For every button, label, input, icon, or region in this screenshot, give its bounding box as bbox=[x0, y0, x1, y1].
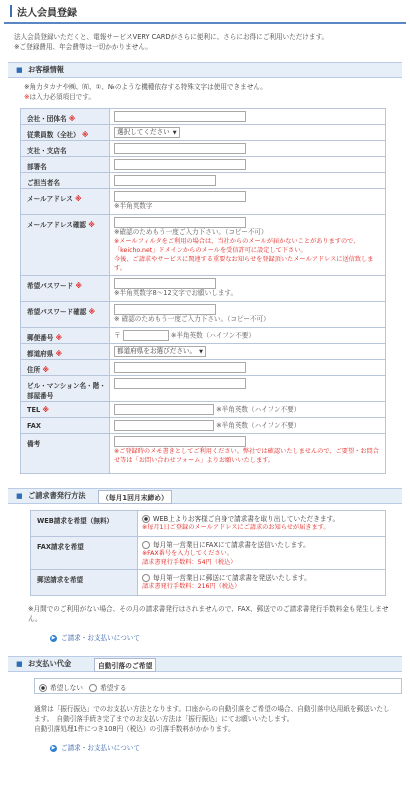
invoice-mail-fee: 請求書発行手数料：216円（税込） bbox=[142, 583, 241, 590]
email-confirm-input[interactable] bbox=[114, 217, 246, 228]
row-person bbox=[21, 173, 386, 189]
memo-textarea[interactable] bbox=[114, 436, 246, 447]
page-header bbox=[4, 2, 406, 24]
section-bullet-icon: ■ bbox=[16, 660, 23, 668]
invoice-mail-text: 毎月第一営業日に郵送にて請求書を発送いたします。 bbox=[153, 574, 311, 582]
invoice-table bbox=[30, 510, 386, 596]
title-bar-decoration bbox=[10, 5, 12, 17]
row-zip: 郵便番号 ※ 〒 ※半角英数（ハイフン不要） bbox=[21, 328, 386, 344]
row-email: メールアドレス ※ ※半角英数字 bbox=[21, 189, 386, 215]
memo-hint: ※ご登録時のメモ書きとしてご利用ください。弊社では確認いたしませんので、ご要望・お問合せ等は「お問い合わせフォーム」よりお願いいたします。 bbox=[114, 448, 379, 464]
invoice-web-sub: ※毎月1日ご登録のメールアドレスにご請求のお知らせが届きます。 bbox=[142, 524, 330, 531]
invoice-mail-label: 郵送請求を希望 bbox=[31, 570, 138, 596]
payment-note bbox=[34, 704, 390, 734]
pref-select[interactable]: 都道府県をお選びださい。 ▼ bbox=[114, 346, 206, 357]
password-hint: ※半角英数字8～12文字でお願いします。 bbox=[114, 289, 238, 297]
zip-hint: ※半角英数（ハイフン不要） bbox=[170, 331, 255, 340]
email-input[interactable] bbox=[114, 191, 246, 202]
pref-label: 都道府県 bbox=[27, 350, 54, 358]
invoice-fax-fee: 請求書発行手数料：54円（税込） bbox=[142, 559, 237, 566]
arrow-circle-icon: ▶ bbox=[51, 744, 56, 751]
zip-label: 郵便番号 bbox=[27, 334, 54, 342]
payment-option-no[interactable]: 希望しない bbox=[39, 682, 83, 692]
department-label: 部署名 bbox=[21, 157, 110, 173]
company-label: 会社・団体名 bbox=[27, 115, 67, 123]
row-password: 希望パスワード ※ ※半角英数字8～12文字でお願いします。 bbox=[21, 276, 386, 302]
invoice-fax-label: FAX請求を希望 bbox=[31, 537, 138, 570]
zip-prefix: 〒 bbox=[114, 331, 121, 340]
dropdown-arrow-icon: ▼ bbox=[172, 130, 177, 136]
branch-input[interactable] bbox=[114, 143, 246, 154]
memo-label: 備考 bbox=[21, 434, 110, 474]
row-pref: 都道府県 ※ 都道府県をお選びださい。 ▼ bbox=[21, 344, 386, 360]
row-branch bbox=[21, 141, 386, 157]
row-memo bbox=[21, 434, 386, 474]
invoice-row-web bbox=[31, 511, 386, 537]
payment-options bbox=[34, 678, 402, 694]
fax-input[interactable] bbox=[114, 420, 214, 431]
registration-page bbox=[0, 2, 410, 792]
person-input[interactable] bbox=[114, 175, 216, 186]
payment-yes-radio[interactable] bbox=[89, 684, 97, 692]
invoice-section-title: ご請求書発行方法 bbox=[28, 491, 86, 500]
person-label: ご担当者名 bbox=[21, 173, 110, 189]
intro-line-1: 法人会員登録いただくと、電報サービスVERY CARDがさらに便利に、さらにお得にご利用いただけます。 bbox=[14, 33, 329, 41]
employees-select[interactable]: 選択してください ▼ bbox=[114, 127, 180, 138]
zip-input[interactable] bbox=[123, 330, 169, 341]
invoice-note: ※月間でのご利用がない場合、その月の請求書発行はされませんので、FAX、郵送でのご請求書発行手数料金も発生しません。 bbox=[28, 605, 389, 623]
arrow-circle-icon: ▶ bbox=[51, 634, 56, 641]
tel-input[interactable] bbox=[114, 404, 214, 415]
invoice-fax-radio[interactable] bbox=[142, 541, 150, 549]
email-notice-warning: 今後、ご請求やサービスに関連する重要なお知らせを登録頂いたメールアドレスに送信致します。 bbox=[114, 256, 374, 272]
invoice-web-text: WEB上よりお客様ご自身で請求書を取り出していただきます。 bbox=[153, 515, 340, 523]
section-bullet-icon: ■ bbox=[16, 492, 23, 500]
building-input[interactable] bbox=[114, 378, 246, 389]
invoice-fax-text: 毎月第一営業日にFAXにて請求書を送信いたします。 bbox=[153, 541, 310, 549]
invoice-help-link[interactable]: ▶ ご請求・お支払いについて bbox=[51, 634, 140, 642]
dropdown-arrow-icon: ▼ bbox=[199, 349, 203, 355]
fax-label: FAX bbox=[21, 418, 110, 434]
invoice-web-radio[interactable] bbox=[142, 515, 150, 523]
row-building bbox=[21, 376, 386, 402]
payment-note-2: 自動引落処理1件につき108円（税込）の引落手数料がかかります。 bbox=[34, 725, 235, 733]
invoice-row-mail bbox=[31, 570, 386, 596]
payment-option-yes[interactable]: 希望する bbox=[89, 682, 126, 692]
invoice-fax-sub: ※FAX番号を入力してください。 bbox=[142, 550, 233, 557]
password-confirm-label: 希望パスワード確認 bbox=[27, 308, 87, 316]
branch-label: 支社・支店名 bbox=[21, 141, 110, 157]
password-input[interactable] bbox=[114, 278, 216, 289]
invoice-mail-radio[interactable] bbox=[142, 574, 150, 582]
payment-section-tag: 自動引落のご希望 bbox=[94, 658, 156, 672]
char-note: ※角力タカナや㈱、㈲、①、№のような機種依存する特殊文字は使用できません。 bbox=[24, 83, 267, 91]
payment-no-radio[interactable] bbox=[39, 684, 47, 692]
row-department bbox=[21, 157, 386, 173]
row-password-confirm: 希望パスワード確認 ※ ※ 確認のためもう一度ご入力下さい。（コピー不可） bbox=[21, 302, 386, 328]
password-confirm-hint: ※ 確認のためもう一度ご入力下さい。（コピー不可） bbox=[114, 315, 270, 323]
email-confirm-label: メールアドレス確認 bbox=[27, 221, 87, 229]
fax-hint: ※半角英数（ハイフン不要） bbox=[216, 421, 301, 430]
customer-form bbox=[20, 108, 386, 474]
company-input[interactable] bbox=[114, 111, 246, 122]
invoice-section-header bbox=[8, 488, 402, 504]
required-note: ※は入力必須項目です。 bbox=[24, 93, 95, 101]
intro-text bbox=[14, 32, 400, 52]
payment-note-1: 通常は「振行振込」でのお支払い方法となります。口座からの自動引落をご希望の場合、自動引落申込用紙を郵送いたします。 自動引落手続き完了までのお支払い方法は「振行振込」にてお願いいたします。 bbox=[34, 705, 390, 723]
invoice-section-tag: （毎月1回月末締め） bbox=[98, 490, 172, 504]
invoice-row-fax bbox=[31, 537, 386, 570]
employees-label: 従業員数（全社） bbox=[27, 131, 80, 139]
row-tel: TEL ※ ※半角英数（ハイフン不要） bbox=[21, 402, 386, 418]
row-address: 住所 ※ bbox=[21, 360, 386, 376]
building-label: ビル・マンション名・階・部屋番号 bbox=[21, 376, 110, 402]
payment-section-title: お支払い代金 bbox=[28, 659, 72, 668]
row-email-confirm: メールアドレス確認 ※ ※確認のためもう一度ご入力下さい。（コピー不可） ※メールフィルタをご利用の場合は、当社からのメールが届かないことがありますので、「keicho.net」ドメインからのメールを受信許可に設定して下さい。 今後、ご請求やサービスに関連する重要なお知らせを登録頂いたメールアドレスに送信致します。 bbox=[21, 215, 386, 276]
email-filter-warning: ※メールフィルタをご利用の場合は、当社からのメールが届かないことがありますので、「keicho.net」ドメインからのメールを受信許可に設定して下さい。 bbox=[114, 238, 360, 254]
section-bullet-icon: ■ bbox=[16, 66, 23, 74]
customer-section-title: お客様情報 bbox=[28, 65, 64, 74]
invoice-web-label: WEB請求を希望（無料） bbox=[31, 511, 138, 537]
payment-help-link[interactable]: ▶ ご請求・お支払いについて bbox=[51, 744, 140, 752]
row-fax bbox=[21, 418, 386, 434]
tel-hint: ※半角英数（ハイフン不要） bbox=[216, 405, 301, 414]
intro-line-2: ※ご登録費用、年会費等は一切かかりません。 bbox=[14, 43, 152, 51]
email-hint: ※半角英数字 bbox=[114, 202, 153, 210]
row-employees: 従業員数（全社） ※ 選択してください ▼ bbox=[21, 125, 386, 141]
customer-notes bbox=[24, 82, 400, 102]
page-title: 法人会員登録 bbox=[17, 8, 77, 19]
customer-section-header bbox=[8, 62, 402, 78]
email-confirm-hint: ※確認のためもう一度ご入力下さい。（コピー不可） bbox=[114, 228, 268, 236]
address-label: 住所 bbox=[27, 366, 41, 374]
payment-section-header bbox=[8, 656, 402, 672]
address-input[interactable] bbox=[114, 362, 246, 373]
email-label: メールアドレス bbox=[27, 195, 73, 203]
row-company: 会社・団体名 ※ bbox=[21, 109, 386, 125]
password-confirm-input[interactable] bbox=[114, 304, 216, 315]
tel-label: TEL bbox=[27, 406, 41, 414]
department-input[interactable] bbox=[114, 159, 246, 170]
password-label: 希望パスワード bbox=[27, 282, 74, 290]
